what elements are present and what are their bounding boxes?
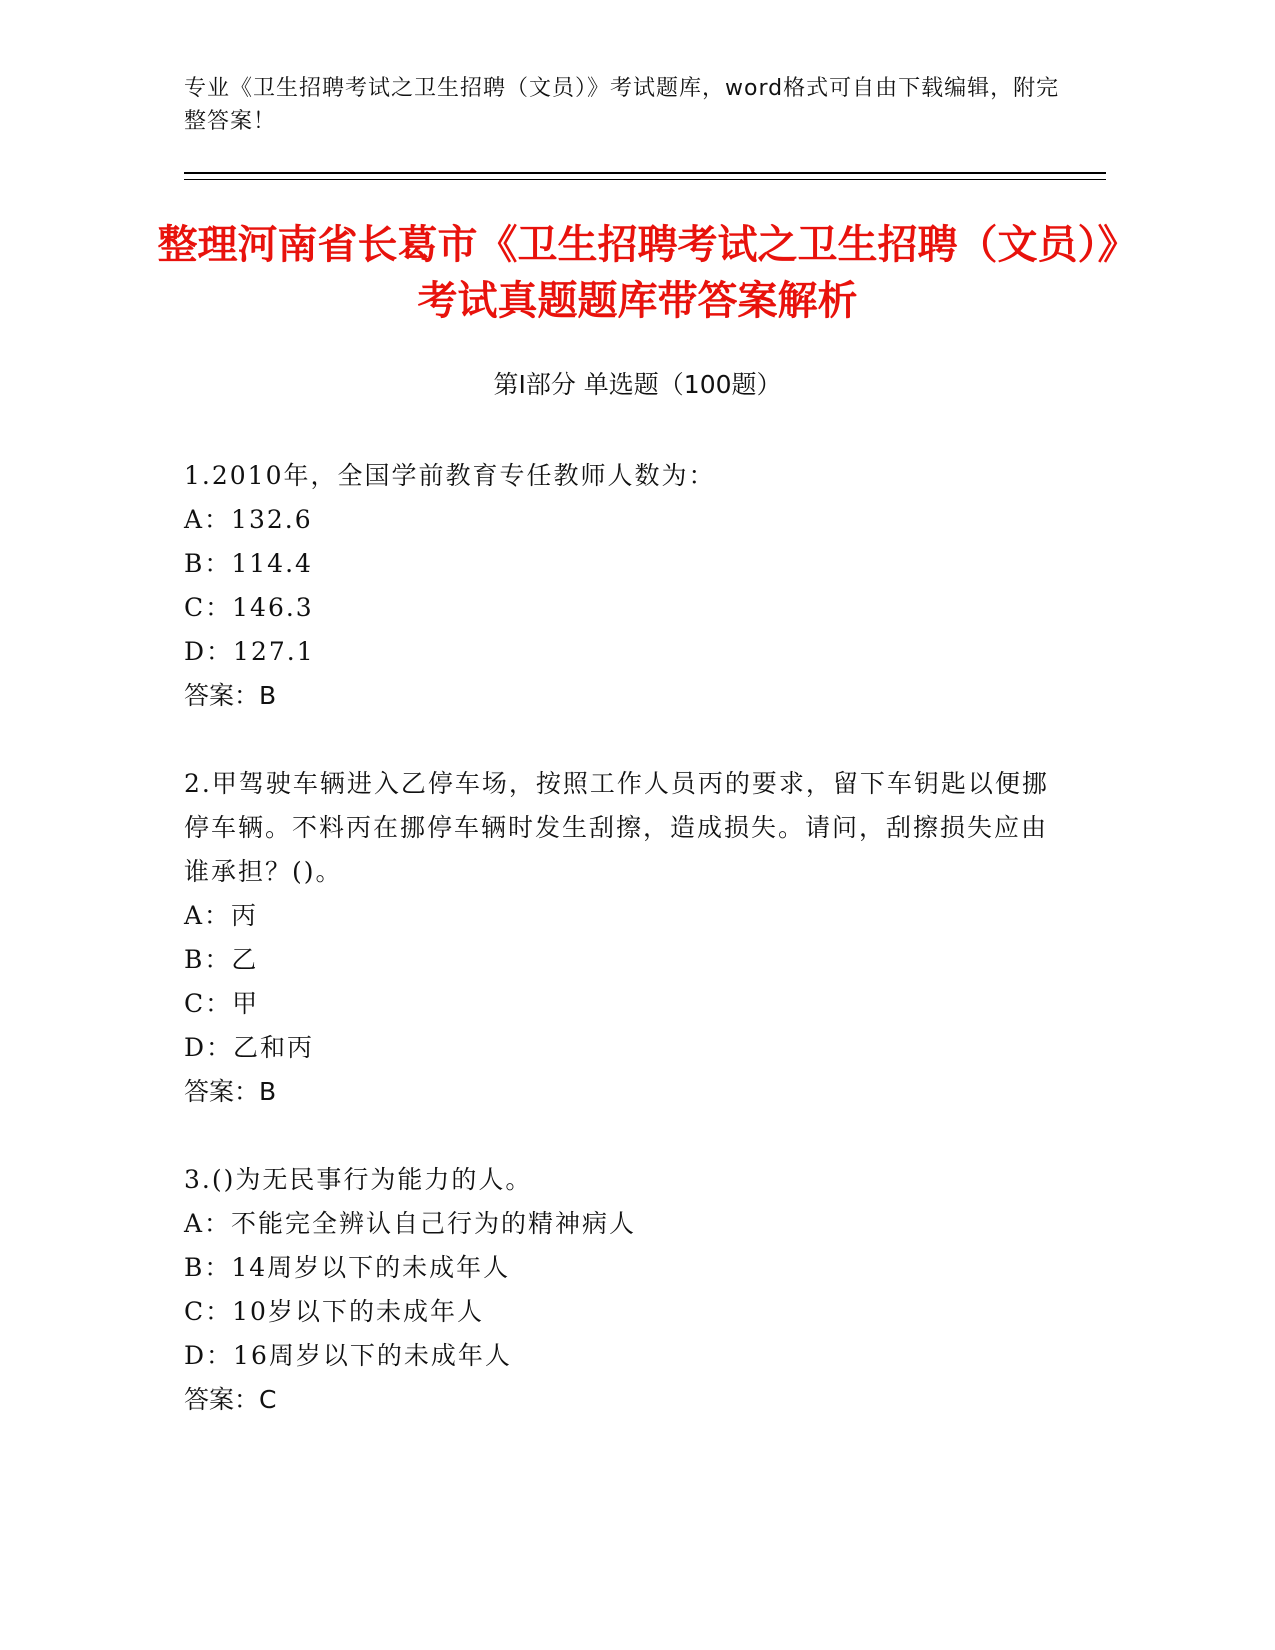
header-note: 专业《卫生招聘考试之卫生招聘（文员）》考试题库，word格式可自由下载编辑，附完整答案！ [184, 76, 1060, 134]
option-b: B：14周岁以下的未成年人 [184, 1253, 511, 1282]
question-stem: 1.2010年，全国学前教育专任教师人数为： [184, 461, 716, 490]
option-d: D：乙和丙 [184, 1033, 315, 1062]
question-list [184, 454, 1064, 1466]
option-b: B：乙 [184, 945, 259, 974]
option-c: C：146.3 [184, 593, 314, 622]
option-a: A：132.6 [184, 505, 313, 534]
question-2 [184, 762, 1064, 1114]
option-c: C：10岁以下的未成年人 [184, 1297, 484, 1326]
option-c: C：甲 [184, 989, 260, 1018]
section-heading: 第Ⅰ部分 单选题（100题） [493, 370, 782, 399]
question-3 [184, 1158, 1064, 1422]
question-stem: 2.甲驾驶车辆进入乙停车场，按照工作人员丙的要求，留下车钥匙以便挪停车辆。不料丙在挪停车辆时发生刮擦，造成损失。请问，刮擦损失应由谁承担？()。 [184, 769, 1049, 886]
document-title: 整理河南省长葛市《卫生招聘考试之卫生招聘（文员）》考试真题题库带答案解析 [157, 222, 1118, 324]
header-divider-thin [184, 179, 1106, 180]
option-b: B：114.4 [184, 549, 313, 578]
option-d: D：127.1 [184, 637, 315, 666]
question-1 [184, 454, 1064, 718]
option-a: A：不能完全辨认自己行为的精神病人 [184, 1209, 637, 1238]
answer: 答案：C [184, 1385, 277, 1414]
header-divider-thick [184, 172, 1106, 174]
answer: 答案：B [184, 681, 277, 710]
question-stem: 3.()为无民事行为能力的人。 [184, 1165, 533, 1194]
option-a: A：丙 [184, 901, 259, 930]
option-d: D：16周岁以下的未成年人 [184, 1341, 512, 1370]
answer: 答案：B [184, 1077, 277, 1106]
